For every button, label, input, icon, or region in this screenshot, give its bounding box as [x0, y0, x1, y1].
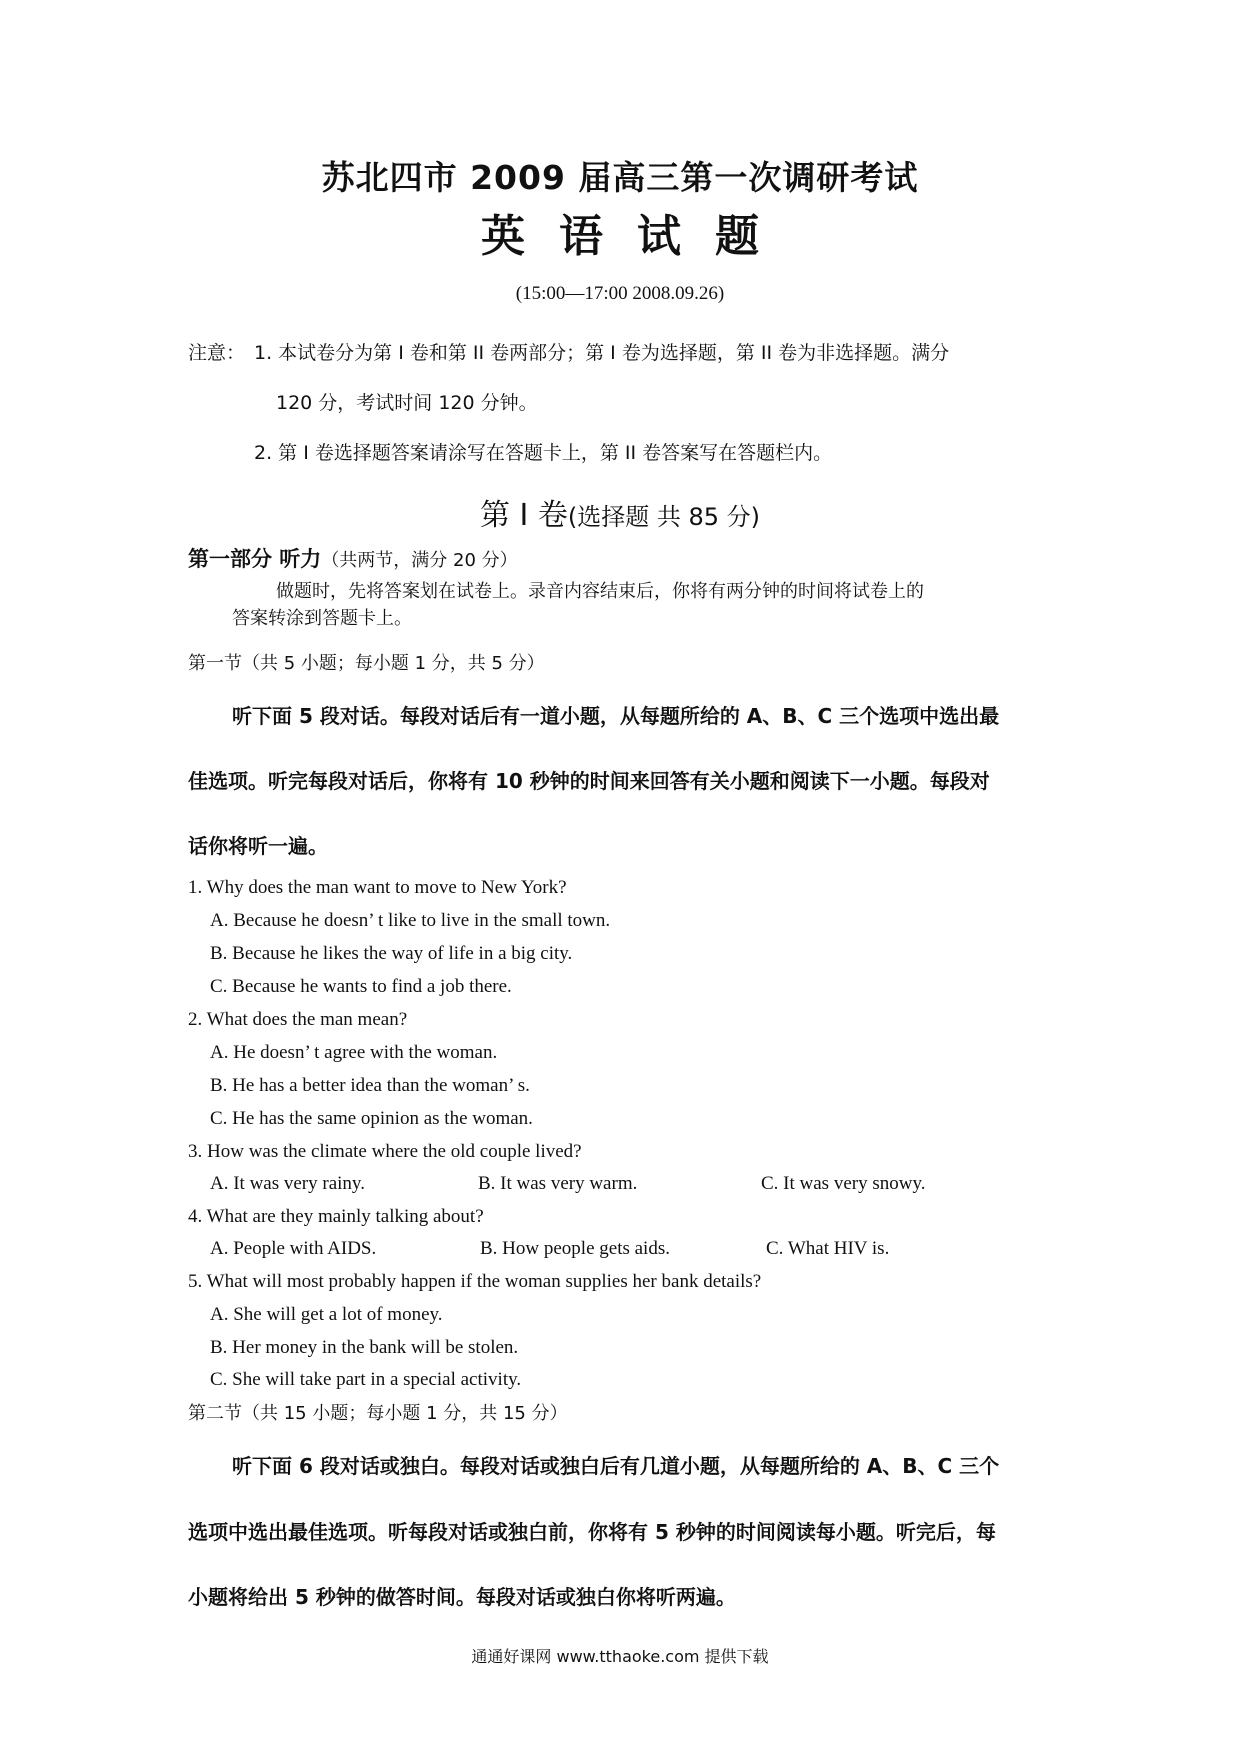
- question-1-stem: 1. Why does the man want to move to New York?: [188, 877, 567, 898]
- volume-title-sub: (选择题 共 85 分): [567, 503, 761, 531]
- question-4-option-b: B. How people gets aids.: [480, 1238, 670, 1259]
- question-5-option-c: C. She will take part in a special activity.: [210, 1369, 522, 1390]
- section-2-instruction-line-2: 选项中选出最佳选项。听每段对话或独白前，你将有 5 秒钟的时间阅读每小题。听完后，每: [188, 1520, 996, 1544]
- question-2-option-b: B. He has a better idea than the woman’ s.: [210, 1075, 530, 1096]
- exam-subtitle: 英语试题: [481, 211, 793, 262]
- volume-title-main: 第 I 卷: [479, 498, 568, 533]
- page-footer: 通通好课网 www.tthaoke.com 提供下载: [471, 1647, 769, 1666]
- section-2-instruction-line-1: 听下面 6 段对话或独白。每段对话或独白后有几道小题，从每题所给的 A、B、C 三个: [232, 1454, 1000, 1478]
- section-1-instruction-line-3: 话你将听一遍。: [188, 834, 328, 858]
- question-4-option-a: A. People with AIDS.: [210, 1238, 377, 1259]
- question-2-stem: 2. What does the man mean?: [188, 1009, 408, 1030]
- question-1-option-a: A. Because he doesn’ t like to live in the small town.: [210, 910, 611, 931]
- part-1-title: [188, 543, 518, 573]
- question-5-stem: 5. What will most probably happen if the woman supplies her bank details?: [188, 1271, 762, 1292]
- exam-time: (15:00—17:00 2008.09.26): [515, 283, 725, 304]
- question-4-stem: 4. What are they mainly talking about?: [188, 1206, 484, 1227]
- question-1-option-c: C. Because he wants to find a job there.: [210, 976, 512, 997]
- question-5-option-a: A. She will get a lot of money.: [210, 1304, 443, 1325]
- question-2-option-c: C. He has the same opinion as the woman.: [210, 1108, 533, 1129]
- question-5-option-b: B. Her money in the bank will be stolen.: [210, 1337, 519, 1358]
- note-item-2: 2. 第 I 卷选择题答案请涂写在答题卡上，第 II 卷答案写在答题栏内。: [254, 442, 833, 464]
- question-3-option-b: B. It was very warm.: [478, 1173, 638, 1194]
- question-1-option-b: B. Because he likes the way of life in a big city.: [210, 943, 573, 964]
- part-1-intro-line-1: 做题时，先将答案划在试卷上。录音内容结束后，你将有两分钟的时间将试卷上的: [276, 581, 924, 602]
- note-item-1-line-1: 1. 本试卷分为第 I 卷和第 II 卷两部分；第 I 卷为选择题，第 II 卷为非选择题。满分: [254, 342, 950, 364]
- question-4-option-c: C. What HIV is.: [766, 1238, 890, 1259]
- section-1-heading: 第一节（共 5 小题；每小题 1 分，共 5 分）: [188, 653, 545, 674]
- part-1-title-note: （共两节，满分 20 分）: [321, 550, 518, 571]
- section-2-heading: 第二节（共 15 小题；每小题 1 分，共 15 分）: [188, 1403, 568, 1424]
- part-1-title-main: 第一部分 听力: [188, 547, 322, 571]
- question-3-stem: 3. How was the climate where the old couple lived?: [188, 1141, 582, 1162]
- section-1-instruction-line-2: 佳选项。听完每段对话后，你将有 10 秒钟的时间来回答有关小题和阅读下一小题。每段对: [188, 769, 990, 793]
- note-item-1-line-2: 120 分，考试时间 120 分钟。: [276, 392, 538, 414]
- part-1-intro-line-2: 答案转涂到答题卡上。: [232, 608, 412, 629]
- section-2-instruction-line-3: 小题将给出 5 秒钟的做答时间。每段对话或独白你将听两遍。: [188, 1585, 736, 1609]
- volume-title: [0, 490, 1240, 534]
- question-2-option-a: A. He doesn’ t agree with the woman.: [210, 1042, 498, 1063]
- section-1-instruction-line-1: 听下面 5 段对话。每段对话后有一道小题，从每题所给的 A、B、C 三个选项中选出最: [232, 704, 1000, 728]
- exam-title: 苏北四市 2009 届高三第一次调研考试: [321, 158, 919, 197]
- question-3-option-a: A. It was very rainy.: [210, 1173, 365, 1194]
- notes-label: 注意：: [188, 342, 246, 364]
- question-3-option-c: C. It was very snowy.: [761, 1173, 926, 1194]
